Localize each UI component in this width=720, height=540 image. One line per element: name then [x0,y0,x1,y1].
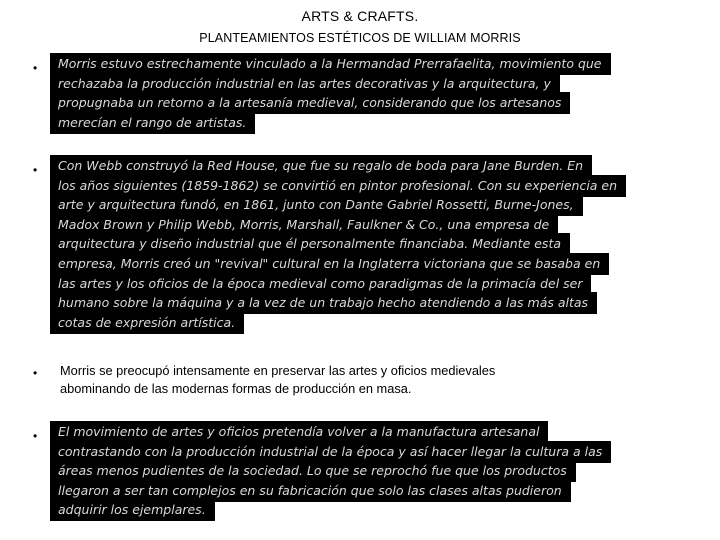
paragraph-line: propugnaba un retorno a la artesanía medieval, considerando que los artesanos [58,95,562,111]
paragraph-line: áreas menos pudientes de la sociedad. Lo que se reprochó fue que los productos [58,463,567,479]
bullet-marker: • [33,366,38,380]
bullet-marker: • [33,61,38,75]
paragraph-line: rechazaba la producción industrial en las artes decorativas y la arquitectura, y [58,75,551,91]
paragraph-line: contrastando con la producción industrial de la época y así hacer llegar la cultura a las [58,443,603,459]
paragraph-line: Con Webb construyó la Red House, que fue su regalo de boda para Jane Burden. En [58,158,584,173]
bullet-marker: • [33,163,38,177]
paragraph-line: merecían el rango de artistas. [58,114,247,130]
paragraph-line: los años siguientes (1859-1862) se convirtió en pintor profesional. Con su experiencia en [58,177,618,193]
paragraph-line: adquirir los ejemplares. [58,502,206,518]
slide-title: ARTS & CRAFTS. [301,8,419,24]
paragraph-line: humano sobre la máquina y a la vez de un trabajo hecho atendiendo a las más altas [58,295,589,311]
paragraph-artes-oficios [60,362,620,398]
paragraph-line: empresa, Morris creó un "revival" cultural en la Inglaterra victoriana que se basaba en [58,255,601,271]
paragraph-line: llegaron a ser tan complejos en su fabricación que solo las clases altas pudieron [58,482,562,498]
paragraph-line: Morris se preocupó intensamente en preservar las artes y oficios medievales [60,363,496,378]
paragraph-line: arquitectura y diseño industrial que él personalmente financiaba. Mediante esta [58,236,562,252]
paragraph-line: El movimiento de artes y oficios pretendía volver a la manufactura artesanal [58,424,540,439]
paragraph-line: abominando de las modernas formas de producción en masa. [60,381,412,396]
paragraph-line: las artes y los oficios de la época medieval como paradigmas de la primacía del ser [58,275,583,291]
bullet-marker: • [33,429,38,443]
paragraph-line: arte y arquitectura fundó, en 1861, junto con Dante Gabriel Rossetti, Burne-Jones, [58,197,574,213]
paragraph-line: Madox Brown y Philip Webb, Morris, Marshall, Faulkner & Co., una empresa de [58,216,550,232]
paragraph-prerrafaelita [50,54,611,132]
paragraph-movimiento [50,422,611,520]
paragraph-red-house [50,156,626,332]
slide-subtitle: PLANTEAMIENTOS ESTÉTICOS DE WILLIAM MORRIS [199,31,521,45]
paragraph-line: cotas de expresión artística. [58,314,236,330]
paragraph-line: Morris estuvo estrechamente vinculado a la Hermandad Prerrafaelita, movimiento que [58,56,602,71]
